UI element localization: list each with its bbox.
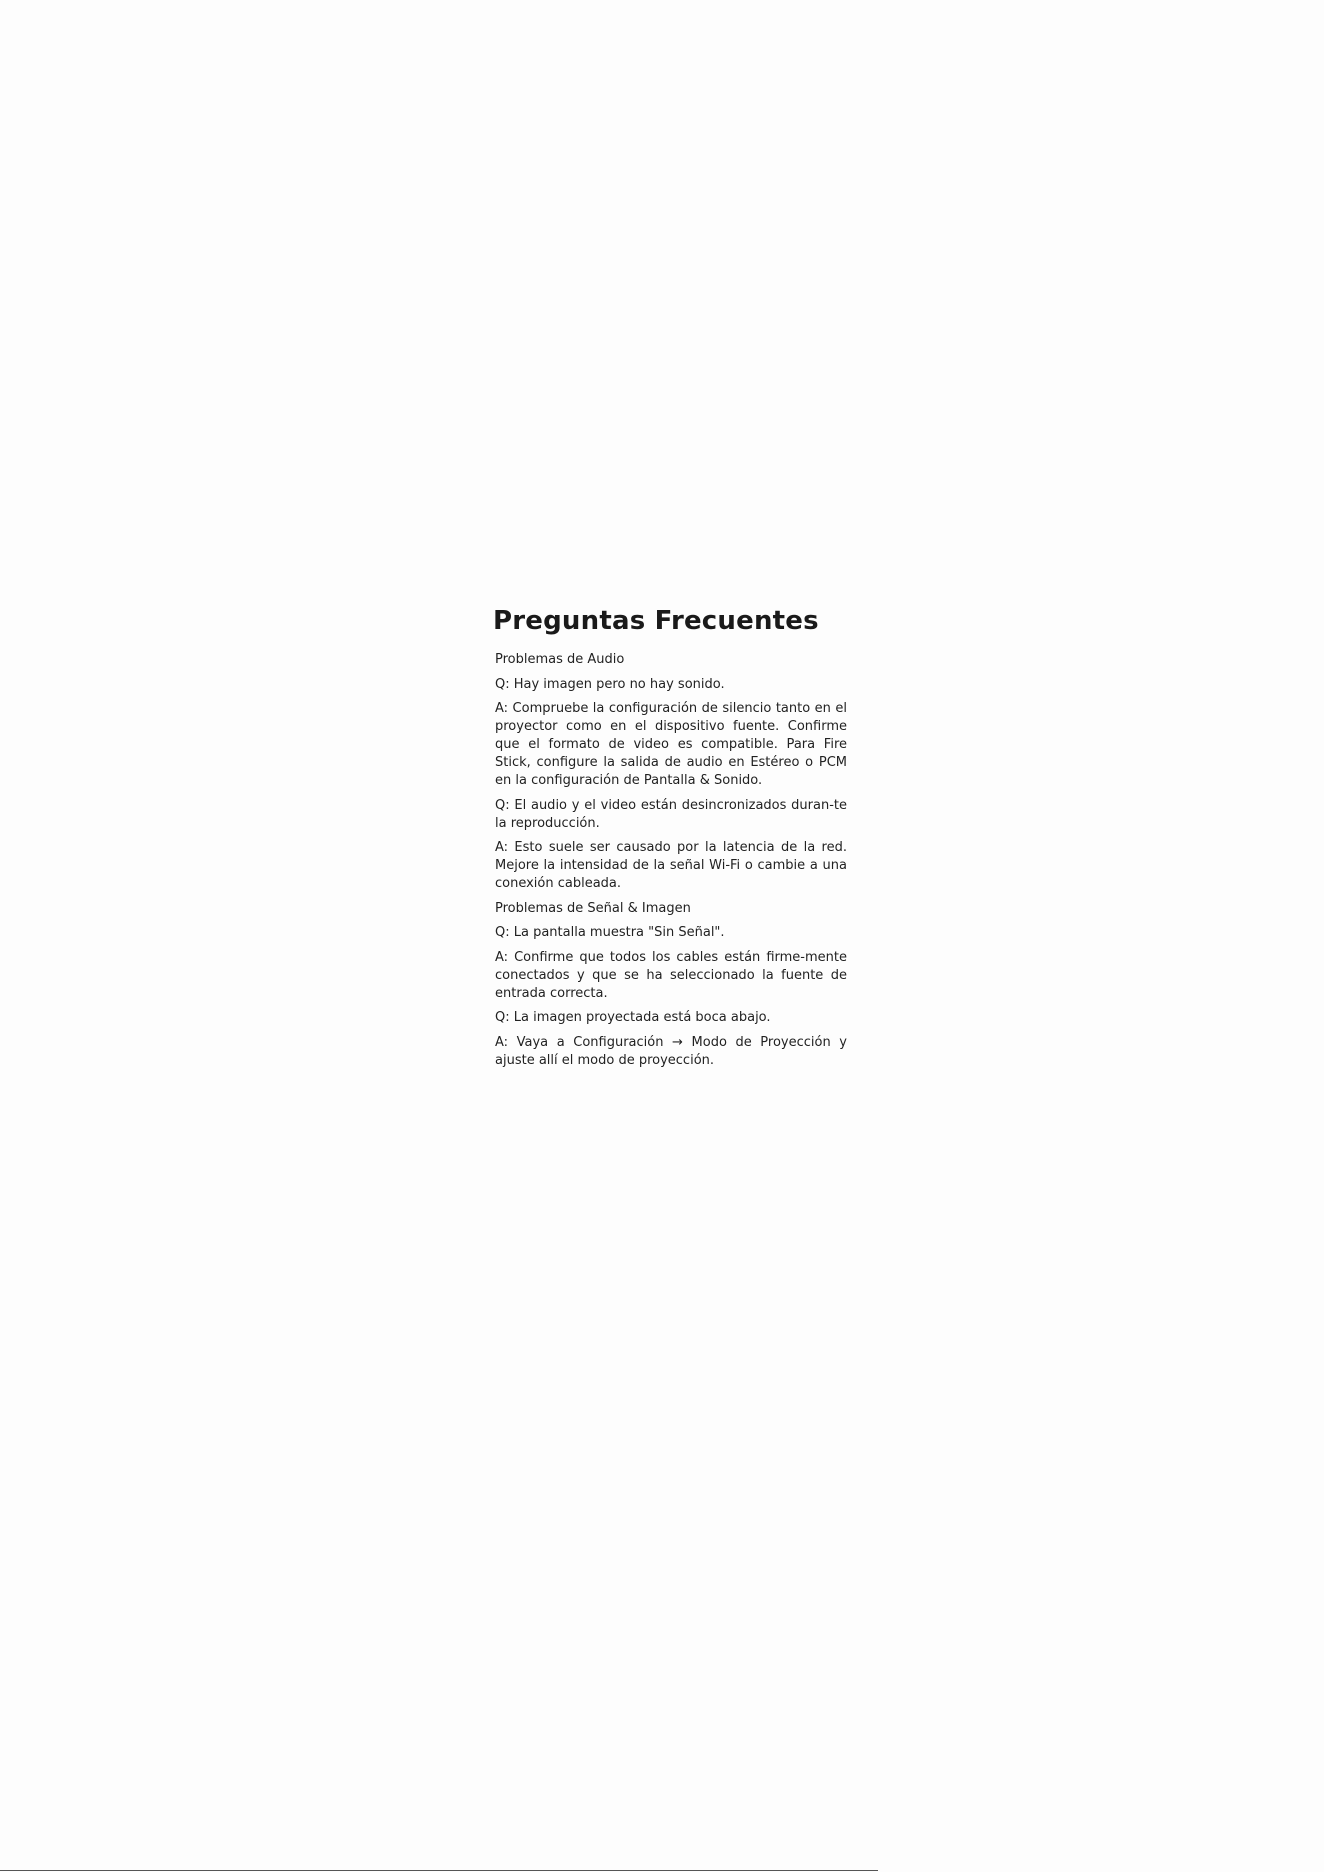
faq-answer: A: Vaya a Configuración → Modo de Proyección y ajuste allí el modo de proyección. bbox=[495, 1034, 847, 1068]
faq-section bbox=[495, 603, 847, 1076]
faq-question: Q: La pantalla muestra "Sin Señal". bbox=[495, 925, 725, 940]
faq-answer: A: Confirme que todos los cables están firme-mente conectados y que se ha seleccionado la fuente de entrada correcta. bbox=[495, 949, 847, 1001]
bottom-divider bbox=[0, 1870, 878, 1871]
footer-cut-off-text bbox=[898, 1866, 968, 1872]
page-title: Preguntas Frecuentes bbox=[493, 606, 819, 636]
faq-answer: A: Esto suele ser causado por la latencia de la red. Mejore la intensidad de la señal Wi-Fi o cambie a una conexión cableada. bbox=[495, 840, 847, 891]
faq-question: Q: Hay imagen pero no hay sonido. bbox=[495, 676, 725, 692]
faq-question: Q: El audio y el video están desincronizados duran-te la reproducción. bbox=[495, 797, 847, 831]
section-heading-signal-image: Problemas de Señal & Imagen bbox=[495, 900, 691, 916]
faq-question: Q: La imagen proyectada está boca abajo. bbox=[495, 1010, 771, 1025]
faq-answer: A: Compruebe la configuración de silencio tanto en el proyector como en el dispositivo fuente. Confirme que el formato de video es compatible. Para Fire Stick, configure la salida de audio en Estéreo o PCM en la configuración de Pantalla & Sonido. bbox=[495, 701, 847, 788]
section-heading-audio: Problemas de Audio bbox=[495, 652, 625, 667]
